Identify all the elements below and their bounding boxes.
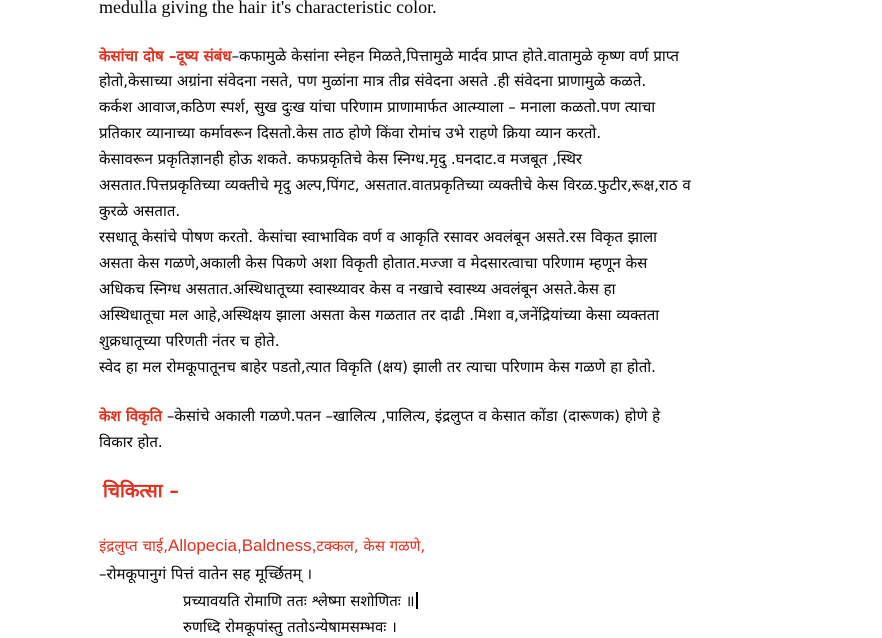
- paragraph-line: केसावरून प्रकृतिज्ञानही होऊ शकते. कफप्रकृतिचे केस स्निग्ध.मृदु .घनदाट.व मजबूत ,स्थिर: [99, 150, 583, 168]
- section2-label: केश विकृति: [99, 407, 163, 425]
- verse-line: –रोमकूपानुगं पित्तं वातेन सह मूर्च्छितम् ।: [99, 565, 313, 583]
- paragraph-line: अधिकच स्निग्ध असतात.अस्थिधातूच्या स्वास्थ्यावर केस व नखाचे स्वास्थ्य अवलंबून असते.केस हा: [99, 280, 616, 298]
- subheading-part1: इंद्रलुप्त चाई,: [99, 537, 168, 555]
- paragraph-line: प्रतिकार व्यानाच्या कर्मावरून दिसतो.केस ताठ होणे किंवा रोमांच उभे राहणे क्रिया व्यान करतो.: [99, 124, 602, 142]
- paragraph-line: रसधातू केसांचे पोषण करतो. केसांचा स्वाभाविक वर्ण व आकृति रसावर अवलंबून असते.रस विकृत झाला: [99, 228, 658, 246]
- section1-first-line: [99, 45, 679, 67]
- section2-text: –केसांचे अकाली गळणे.पतन –खालित्य ,पालित्य, इंद्रलुप्त व केसात कोंडा (दारूणक) होणे हे: [162, 407, 661, 425]
- section2-first-line: [99, 405, 660, 427]
- paragraph-line: अस्थिधातूचा मल आहे,अस्थिक्षय झाला असता केस गळतात तर दाढी .मिशा व,जनेंद्रियांच्या केसा व्यक्तता: [99, 306, 660, 324]
- paragraph-line: असतात.पित्तप्रकृतिच्या व्यक्तीचे मृदु अल्प,पिंगट, असतात.वातप्रकृतिच्या व्यक्तीचे केस विरळ.फुटीर,रूक्ष,राठ व: [99, 176, 691, 194]
- paragraph-line: स्वेद हा मल रोमकूपातूनच बाहेर पडतो,त्यात विकृति (क्षय) झाली तर त्याचा परिणाम केस गळणे हा होतो.: [99, 358, 656, 376]
- verse-line-cursor: [183, 590, 418, 612]
- paragraph-line: कर्कश आवाज,कठिण स्पर्श, सुख दुःख यांचा परिणाम प्राणामार्फत आत्म्याला – मनाला कळतो.पण त्याचा: [99, 98, 656, 116]
- subheading: [99, 535, 425, 557]
- subheading-part3: टक्कल, केस गळणे,: [316, 537, 426, 555]
- text-cursor: [416, 592, 418, 609]
- paragraph-line: असता केस गळणे,अकाली केस पिकणे अशा विकृती होतात.मज्जा व मेदसारत्वाचा परिणाम म्हणून केस: [99, 254, 648, 272]
- treatment-heading: चिकित्सा –: [103, 480, 179, 502]
- intro-line: medulla giving the hair it's characteristic color.: [99, 0, 437, 17]
- paragraph-line: होतो,केसाच्या अग्रांना संवेदना नसते, पण मुळांना मात्र तीव्र संवेदना असते .ही संवेदना प्राणामुळे कळते.: [99, 72, 647, 90]
- paragraph-line: कुरळे असतात.: [99, 202, 181, 220]
- verse-line: रुणध्दि रोमकूपांस्तु ततोऽन्येषामसम्भवः ।: [183, 618, 397, 636]
- section1-text: –कफामुळे केसांना स्नेहन मिळते,पित्तामुळे मार्दव प्राप्त होते.वातामुळे कृष्ण वर्ण प्राप्त: [231, 47, 679, 65]
- verse-line: प्रच्यावयति रोमाणि ततः श्लेष्मा सशोणितः ॥: [183, 592, 415, 610]
- section1-label: केसांचा दोष –दूष्य संबंध: [99, 47, 232, 65]
- paragraph-line: शुक्रधातूच्या परिणती नंतर च होते.: [99, 332, 280, 350]
- subheading-part2: Allopecia,Baldness,: [167, 536, 317, 555]
- section2-second-line: विकार होत.: [99, 433, 163, 451]
